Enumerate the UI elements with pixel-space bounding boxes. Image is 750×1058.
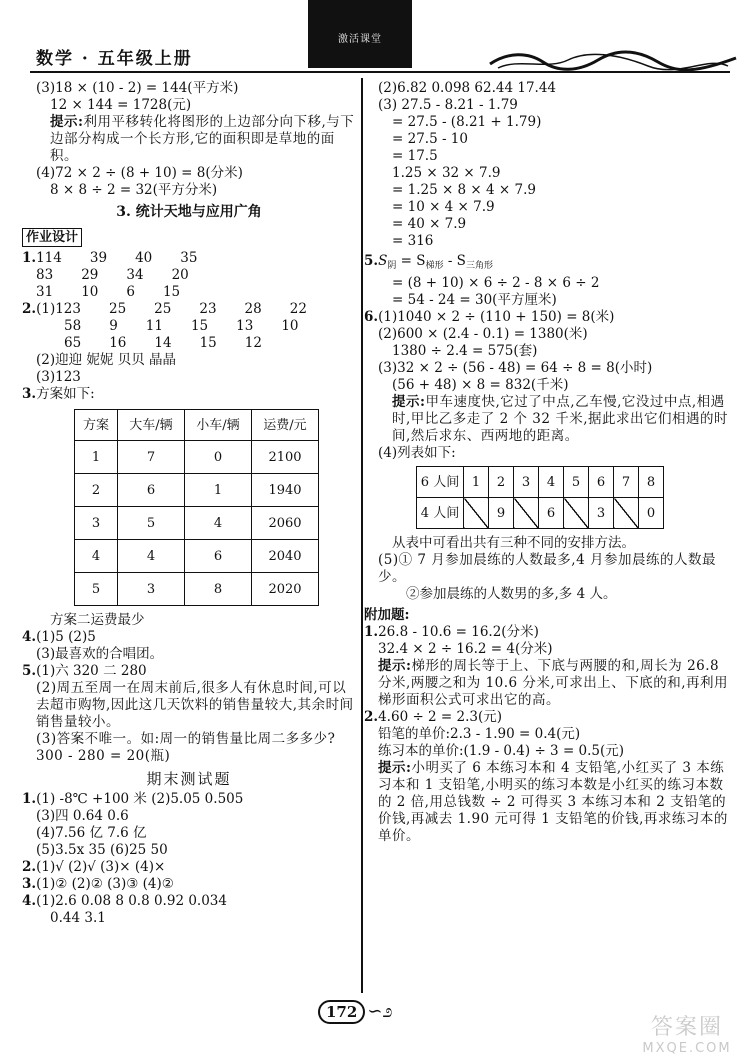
extra-question-2	[364, 709, 732, 726]
answer-line: (4)7.56 亿 7.6 亿	[36, 825, 147, 841]
answer-paragraph: (3)答案不唯一。如:周一的销售量比周二多多少? 300 - 280 = 20(瓶)	[36, 731, 336, 764]
table-cell: 4	[75, 540, 118, 573]
answer-line: (56 + 48) × 8 = 832(千米)	[392, 377, 569, 393]
answer-line: 铅笔的单价:2.3 - 1.90 = 0.4(元)	[378, 726, 581, 742]
hint-label: 提示:	[378, 760, 412, 776]
answer-line: (3)32 × 2 ÷ (56 - 48) = 64 ÷ 8 = 8(小时)	[378, 360, 653, 376]
row-cell: 25	[108, 301, 127, 317]
hint-text: 利用平移转化将图形的上边部分向下移,与下边部分构成一个长方形,它的面积即是草地的面积。	[50, 114, 355, 164]
answer-line: ②参加晨练的人数男的多,多 4 人。	[406, 586, 617, 602]
table-cell: 1	[464, 467, 489, 498]
plan-table	[74, 409, 319, 606]
exam-title: 期末测试题	[146, 770, 232, 788]
question-4	[22, 629, 356, 646]
answer-line: (2)600 × (2.4 - 0.1) = 1380(米)	[378, 326, 588, 342]
question-number: 2.	[22, 301, 37, 317]
table-header: 大车/辆	[118, 410, 185, 441]
table-cell: 0	[185, 441, 252, 474]
row-cell: 114	[36, 250, 62, 266]
header-logo	[308, 0, 412, 68]
table-cell: 6	[118, 474, 185, 507]
hint-label: 提示:	[378, 658, 412, 674]
exam-question-2	[22, 859, 356, 876]
hint-paragraph	[364, 394, 732, 445]
table-row	[75, 441, 319, 474]
page-header	[0, 0, 750, 78]
extra-question-1	[364, 624, 732, 641]
row-cell: 12	[244, 335, 262, 351]
question-2	[22, 301, 356, 318]
question-5	[22, 663, 356, 680]
row-cell: 6	[126, 284, 135, 300]
hint-paragraph	[364, 658, 732, 709]
answer-line: (2)迎迎 妮妮 贝贝 晶晶	[36, 352, 176, 368]
answer-line: 12 × 144 = 1728(元)	[50, 97, 192, 113]
question-intro: 方案如下:	[36, 386, 95, 402]
answer-line: = 10 × 4 × 7.9	[392, 199, 495, 215]
question-number: 3.	[22, 876, 37, 892]
table-row	[75, 474, 319, 507]
row-cell: 58	[64, 318, 82, 334]
answer-line: = 1.25 × 8 × 4 × 7.9	[392, 182, 536, 198]
table-cell: 4	[185, 507, 252, 540]
book-title: 数学 · 五年级上册	[36, 49, 193, 69]
answer-line: 方案二运费最少	[50, 612, 145, 628]
exam-question-1	[22, 791, 356, 808]
answer-line: (3) 27.5 - 8.21 - 1.79	[378, 97, 518, 113]
answer-line: = 27.5 - (8.21 + 1.79)	[392, 114, 542, 130]
table-row	[75, 540, 319, 573]
exam-question-3	[22, 876, 356, 893]
row-cell: 23	[199, 301, 217, 317]
table-cell: 1940	[252, 474, 319, 507]
table-cell: 8	[639, 467, 664, 498]
answer-text: (1)六 320 二 280	[36, 663, 147, 679]
answer-line: 1.25 × 32 × 7.9	[392, 165, 501, 181]
equals-s: = S	[396, 253, 426, 269]
question-number: 2.	[364, 709, 379, 725]
row-cell: 20	[171, 267, 189, 283]
question-6	[364, 309, 732, 326]
table-cell: 5	[118, 507, 185, 540]
hint-label: 提示:	[392, 394, 426, 410]
watermark-text: 答案圈	[650, 1015, 723, 1040]
row-cell: 40	[135, 250, 153, 266]
answer-line: = 54 - 24 = 30(平方厘米)	[392, 292, 557, 308]
column-divider	[361, 78, 363, 993]
row-cell: 31	[36, 284, 54, 300]
row-cell: 28	[244, 301, 262, 317]
question-number: 2.	[22, 859, 37, 875]
row-cell: 10	[81, 284, 99, 300]
logo-text: 激活课堂	[338, 34, 382, 45]
answer-line: (4)72 × 2 ÷ (8 + 10) = 8(分米)	[36, 165, 243, 181]
answer-text: 26.8 - 10.6 = 16.2(分米)	[378, 624, 539, 640]
answer-line: 1380 ÷ 2.4 = 575(套)	[392, 343, 538, 359]
question-number: 6.	[364, 309, 379, 325]
row-cell: 34	[126, 267, 144, 283]
exam-question-4	[22, 893, 356, 910]
answer-text: (1)1040 × 2 ÷ (110 + 150) = 8(米)	[378, 309, 615, 325]
question-number: 1.	[364, 624, 379, 640]
page-number-block	[318, 1000, 392, 1024]
number-row	[22, 335, 356, 352]
question-number: 3.	[22, 386, 37, 402]
answer-paragraph: (5)① 7 月参加晨练的人数最多,4 月参加晨练的人数最少。	[378, 552, 716, 585]
table-cell: 9	[489, 498, 514, 529]
box-label: 作业设计	[22, 228, 82, 247]
table-cell: 1	[75, 441, 118, 474]
answer-text: (1)2.6 0.08 8 0.8 0.92 0.034	[36, 893, 227, 909]
answer-line: = 40 × 7.9	[392, 216, 467, 232]
table-header: 方案	[75, 410, 118, 441]
hint-text: 梯形的周长等于上、下底与两腰的和,周长为 26.8 分米,两腰之和为 10.6 分米,可求出上、下底的和,再利用梯形面积公式可求出它的高。	[378, 658, 729, 708]
table-cell: 3	[75, 507, 118, 540]
table-cell: 4 人间	[417, 498, 464, 529]
answer-line: 练习本的单价:(1.9 - 0.4) ÷ 3 = 0.5(元)	[378, 743, 625, 759]
question-number: 1.	[22, 791, 37, 807]
row-cell: 15	[199, 335, 217, 351]
hint-paragraph	[22, 114, 356, 165]
hint-text: 小明买了 6 本练习本和 4 支铅笔,小红买了 3 本练习本和 1 支铅笔,小明买的练习本数是小红买的练习本数的 2 倍,用总钱数 ÷ 2 可得买 3 本练习本和 2 支铅笔的价钱,再减去 1.90 元可得 1 支铅笔的价钱,再求练习本的单价。	[378, 760, 728, 844]
answer-line: 从表中可看出共有三种不同的安排方法。	[392, 535, 635, 551]
table-cell	[564, 498, 589, 529]
hint-paragraph	[364, 760, 732, 845]
row-cell: 25	[154, 301, 172, 317]
watermark-url: MXQE.COM	[642, 1041, 732, 1056]
area-subscript: 阴	[387, 261, 397, 271]
table-cell: 0	[639, 498, 664, 529]
row-cell: 29	[81, 267, 99, 283]
row-cell: 11	[145, 318, 163, 334]
table-cell: 2	[489, 467, 514, 498]
row-cell: 16	[109, 335, 127, 351]
table-row	[75, 573, 319, 606]
answer-text: (1)√ (2)√ (3)× (4)×	[36, 859, 166, 875]
table-cell: 6	[539, 498, 564, 529]
row-cell: 14	[154, 335, 172, 351]
table-header: 运费/元	[252, 410, 319, 441]
answer-line: (3)最喜欢的合唱团。	[36, 646, 164, 662]
section-title: 3. 统计天地与应用广角	[116, 204, 262, 220]
table-cell: 2060	[252, 507, 319, 540]
row-cell: 9	[109, 318, 118, 334]
table-cell: 5	[75, 573, 118, 606]
number-row	[22, 267, 356, 284]
table-cell: 1	[185, 474, 252, 507]
table-cell: 8	[185, 573, 252, 606]
table-cell: 2100	[252, 441, 319, 474]
row-cell: 13	[236, 318, 254, 334]
table-cell: 4	[118, 540, 185, 573]
table-cell: 2020	[252, 573, 319, 606]
question-number: 5.	[364, 253, 379, 269]
table-row	[417, 498, 664, 529]
answer-text: (1)② (2)② (3)③ (4)②	[36, 876, 174, 892]
table-cell	[464, 498, 489, 529]
table-cell	[614, 498, 639, 529]
answer-line: 8 × 8 ÷ 2 = 32(平方分米)	[50, 182, 218, 198]
row-cell: (1)123	[36, 301, 81, 317]
answer-line: = 27.5 - 10	[392, 131, 468, 147]
table-cell: 3	[118, 573, 185, 606]
row-cell: 83	[36, 267, 54, 283]
table-cell: 3	[514, 467, 539, 498]
row-cell: 39	[89, 250, 108, 266]
minus-s: - S	[443, 253, 466, 269]
table-row	[75, 507, 319, 540]
answer-text: (1)5 (2)5	[36, 629, 96, 645]
table-header: 小车/辆	[185, 410, 252, 441]
header-rule	[30, 71, 730, 73]
table-cell: 7	[614, 467, 639, 498]
question-3	[22, 386, 356, 403]
number-row	[22, 284, 356, 301]
row-cell: 10	[281, 318, 299, 334]
answer-line: = 316	[392, 233, 434, 249]
page-number: 172	[318, 1000, 365, 1024]
table-row	[417, 467, 664, 498]
question-number: 4.	[22, 629, 37, 645]
table-cell: 6 人间	[417, 467, 464, 498]
table-cell: 3	[589, 498, 614, 529]
answer-line: (3)四 0.64 0.6	[36, 808, 129, 824]
answer-line: = (8 + 10) × 6 ÷ 2 - 8 × 6 ÷ 2	[392, 275, 600, 291]
answer-paragraph: (2)周五至周一在周末前后,很多人有休息时间,可以去超市购物,因此这几天饮料的销售量较大,其余时间销售量较小。	[36, 680, 354, 730]
question-5-area	[364, 253, 732, 275]
trapezoid-subscript: 梯形	[425, 261, 444, 271]
hint-label: 提示:	[50, 114, 84, 130]
triangle-subscript: 三角形	[465, 261, 493, 271]
table-cell: 5	[564, 467, 589, 498]
row-cell: 15	[190, 318, 209, 334]
table-cell: 6	[185, 540, 252, 573]
row-cell: 22	[289, 301, 307, 317]
hint-text: 甲车速度快,它过了中点,乙车慢,它没过中点,相遇时,甲比乙多走了 2 个 32 千米,据此求出它们相遇的时间,然后求东、西两地的距离。	[392, 394, 729, 444]
answer-line: 32.4 × 2 ÷ 16.2 = 4(分米)	[378, 641, 553, 657]
answer-line: (4)列表如下:	[378, 445, 456, 461]
question-number: 4.	[22, 893, 37, 909]
answer-line: (2)6.82 0.098 62.44 17.44	[378, 80, 556, 96]
answer-line: = 17.5	[392, 148, 438, 164]
number-row	[22, 318, 356, 335]
answer-line: (3)18 × (10 - 2) = 144(平方米)	[36, 80, 239, 96]
table-cell: 7	[118, 441, 185, 474]
question-number: 5.	[22, 663, 37, 679]
swirl-icon: ∽೨	[367, 1001, 393, 1022]
row-cell: 15	[162, 284, 181, 300]
table-header-row	[75, 410, 319, 441]
area-symbol: S	[378, 253, 388, 269]
answer-line: 0.44 3.1	[50, 910, 106, 926]
question-1	[22, 250, 356, 267]
watermark	[634, 1010, 740, 1056]
table-cell: 2040	[252, 540, 319, 573]
table-cell	[514, 498, 539, 529]
table-cell: 4	[539, 467, 564, 498]
row-cell: 35	[180, 250, 198, 266]
table-cell: 2	[75, 474, 118, 507]
answer-text: 4.60 ÷ 2 = 2.3(元)	[378, 709, 503, 725]
answer-line: (3)123	[36, 369, 81, 385]
answer-text: (1) -8℃ +100 米 (2)5.05 0.505	[36, 791, 244, 807]
question-number: 1.	[22, 250, 37, 266]
left-column	[22, 80, 356, 927]
answer-line: (5)3.5x 35 (6)25 50	[36, 842, 168, 858]
arrangement-table	[416, 466, 664, 529]
row-cell: 65	[64, 335, 82, 351]
table-cell: 6	[589, 467, 614, 498]
extra-title: 附加题:	[364, 607, 410, 623]
ornament-icon	[488, 50, 738, 72]
right-column	[364, 80, 732, 845]
